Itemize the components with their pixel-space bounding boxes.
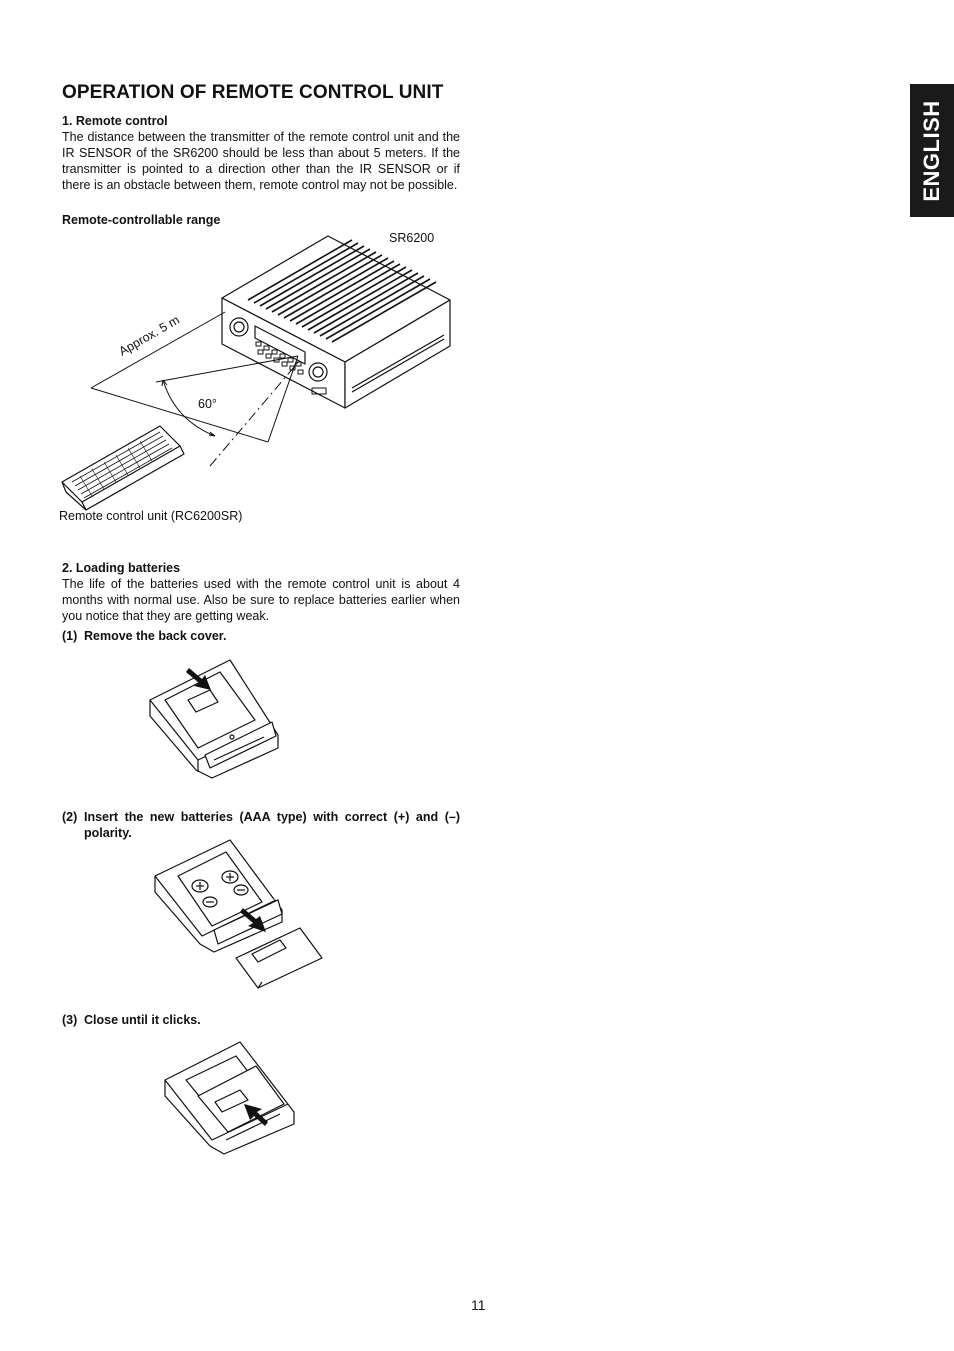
step-2-text: Insert the new batteries (AAA type) with correct (+) and (–) polarity. xyxy=(84,810,460,840)
insert-batteries-illustration xyxy=(155,840,322,988)
step-1-number: (1) xyxy=(62,629,78,643)
step-1-text: Remove the back cover. xyxy=(84,629,227,643)
step-3 xyxy=(62,1012,460,1030)
page-title: OPERATION OF REMOTE CONTROL UNIT xyxy=(62,82,444,103)
distance-label: Approx. 5 m xyxy=(116,312,182,359)
page-number: 11 xyxy=(471,1297,486,1313)
step-2-number: (2) xyxy=(62,810,78,824)
step-2 xyxy=(62,809,460,843)
step-3-text: Close until it clicks. xyxy=(84,1013,201,1027)
section1-heading: 1. Remote control xyxy=(62,114,168,128)
section2-text: The life of the batteries used with the remote control unit is about 4 months with normal use. Also be sure to replace batteries earlier when you notice that they are getting weak. xyxy=(62,577,460,623)
step-3-number: (3) xyxy=(62,1013,78,1027)
step-1 xyxy=(62,628,460,646)
section2-heading: 2. Loading batteries xyxy=(62,561,181,575)
language-tab-label: ENGLISH xyxy=(919,99,944,202)
unit-label: SR6200 xyxy=(389,231,435,245)
remove-cover-illustration xyxy=(150,660,278,778)
section1-text: The distance between the transmitter of the remote control unit and the IR SENSOR of the SR6200 should be less than about 5 meters. If the transmitter is pointed to a direction other than the IR SENSOR or if there is an obstacle between them, remote control may not be possible. xyxy=(62,130,460,192)
angle-label: 60° xyxy=(198,397,217,411)
range-heading: Remote-controllable range xyxy=(62,213,221,227)
close-cover-illustration xyxy=(165,1042,294,1154)
remote-label: Remote control unit (RC6200SR) xyxy=(59,509,243,523)
